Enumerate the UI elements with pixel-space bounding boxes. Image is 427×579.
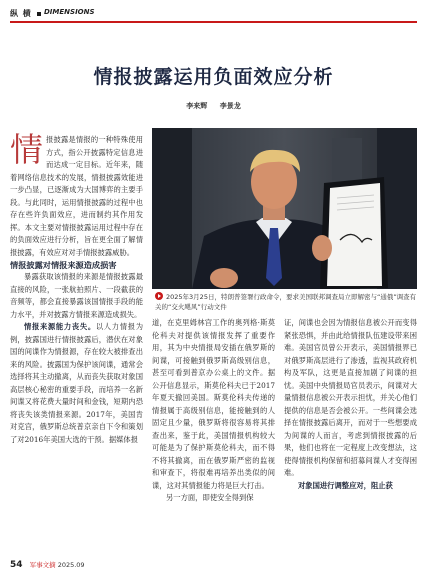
paragraph: 证，间谍也会因为情报信息被公开而变得紧张恐惧，并由此给情报队伍建设带来困难。美国官员曾公开表示，美国情报界已对俄罗斯高层进行了渗透，监视其政府机构及军队，这更是直接加剧了间谍的担忧。美国中央情报局官员表示，间谍对大量情报信息被公开表示担忧，并关心他们提供的信息是否会被公开。一些间谍会选择在情报披露后离开，而对于一些想要成为间谍的人而言，考虑到情报披露的后果，他们也将在一定程度上改变想法，这使得情报机构保留和招募间谍人才变得困难。 — [284, 318, 417, 477]
article-title: 情报披露运用负面效应分析 — [93, 66, 334, 88]
magazine-name: 军事文摘 — [29, 561, 56, 569]
section-label: 纵 横 — [10, 9, 32, 18]
issue: 2025.09 — [57, 561, 85, 569]
page-number: 54 — [10, 560, 23, 570]
paragraph-lead: 对象国进行调整应对，阻止获 — [298, 480, 393, 490]
caption-text: 2025年3月25日，特朗普签署行政命令，要求美国联邦调查局立即解密与“通俄”调查有关的“交火飓风”行动文件 — [155, 293, 417, 311]
paragraph — [10, 321, 143, 446]
paragraph — [284, 480, 417, 493]
column-3 — [284, 317, 417, 492]
drop-cap: 情 — [10, 130, 43, 169]
page-header — [10, 8, 410, 20]
intro-text: 报披露是情报的一种特殊使用方式，指公开披露特定信息进而达成一定目标。近年来，随着网络信息技术的发展，情报披露效能进一步凸显，已逐渐成为大国博弈的主要手段。与此同时，运用情报披露的过程中也存在些许负面效应，进而制约其作用发挥。本文主要对情报披露运用过程中存在的负面效应进行分析，旨在更全面了解情报披露，有效应对对手情报披露威胁。 — [10, 135, 143, 257]
paragraph: 另一方面，即使安全得到保 — [166, 493, 254, 502]
subheading: 情报披露对情报来源造成损害 — [10, 260, 117, 270]
paragraph-lead: 情报来源能力丧失。 — [24, 322, 96, 331]
caption-arrow-icon — [155, 292, 163, 300]
paragraph-text: 以人力情报为例，披露国进行情报披露后，潜伏在对象国的间谍作为情报源，存在较大被排查出来的风险。披露国为保护该间谍，通常会选择将其主动撤离，从而丧失获取对象国高层核心秘密的重要手段，而培养一名新间谍又将花费大量时间和金钱，短期内恐将丧失该类情报来源。2017年，美国肯对克宫，俄罗斯总统普京亲自下令和策划了对2016年美国大选的干预。据媒体报 — [10, 322, 144, 444]
page-footer — [10, 560, 85, 570]
section-label-en: DIMENSIONS — [44, 8, 95, 16]
photo-illustration — [152, 128, 417, 289]
article-authors: 李来辉 李景龙 — [186, 102, 241, 110]
header-square-icon — [37, 12, 41, 16]
paragraph: 暴露获取该情报的来源是情报披露最直接的风险，一张航拍照片、一段截获的音频等，都会直接暴露该国情报手段的能力水平，并对披露方情报来源造成损失。 — [10, 272, 143, 319]
column-1 — [10, 130, 144, 446]
intro-paragraph — [10, 130, 143, 259]
header-rule — [10, 21, 417, 23]
column-2 — [152, 317, 275, 505]
article-photo — [152, 128, 417, 289]
photo-caption — [155, 292, 417, 312]
paragraph: 道，在克里姆林宫工作的奥列格·斯莫伦科夫对提供该情报发挥了重要作用，其为中央情报局安插在俄罗斯的间谍，可接触到俄罗斯高级别信息，甚至可看到普京办公桌上的文件。据公开信息显示，斯莫伦科夫已于2017年夏天撤回美国。斯莫伦科夫传递的情报属于高级别信息，能接触到的人固定且少量，俄罗斯将很容易将其排查出来，鉴于此，美国情报机构较大可能是为了保护斯莫伦科夫，而不得不将其撤离，而在俄罗斯严密的监视和审查下，将很难再培养出类似的间谍，这对其情报能力将是巨大打击。 — [152, 318, 275, 490]
